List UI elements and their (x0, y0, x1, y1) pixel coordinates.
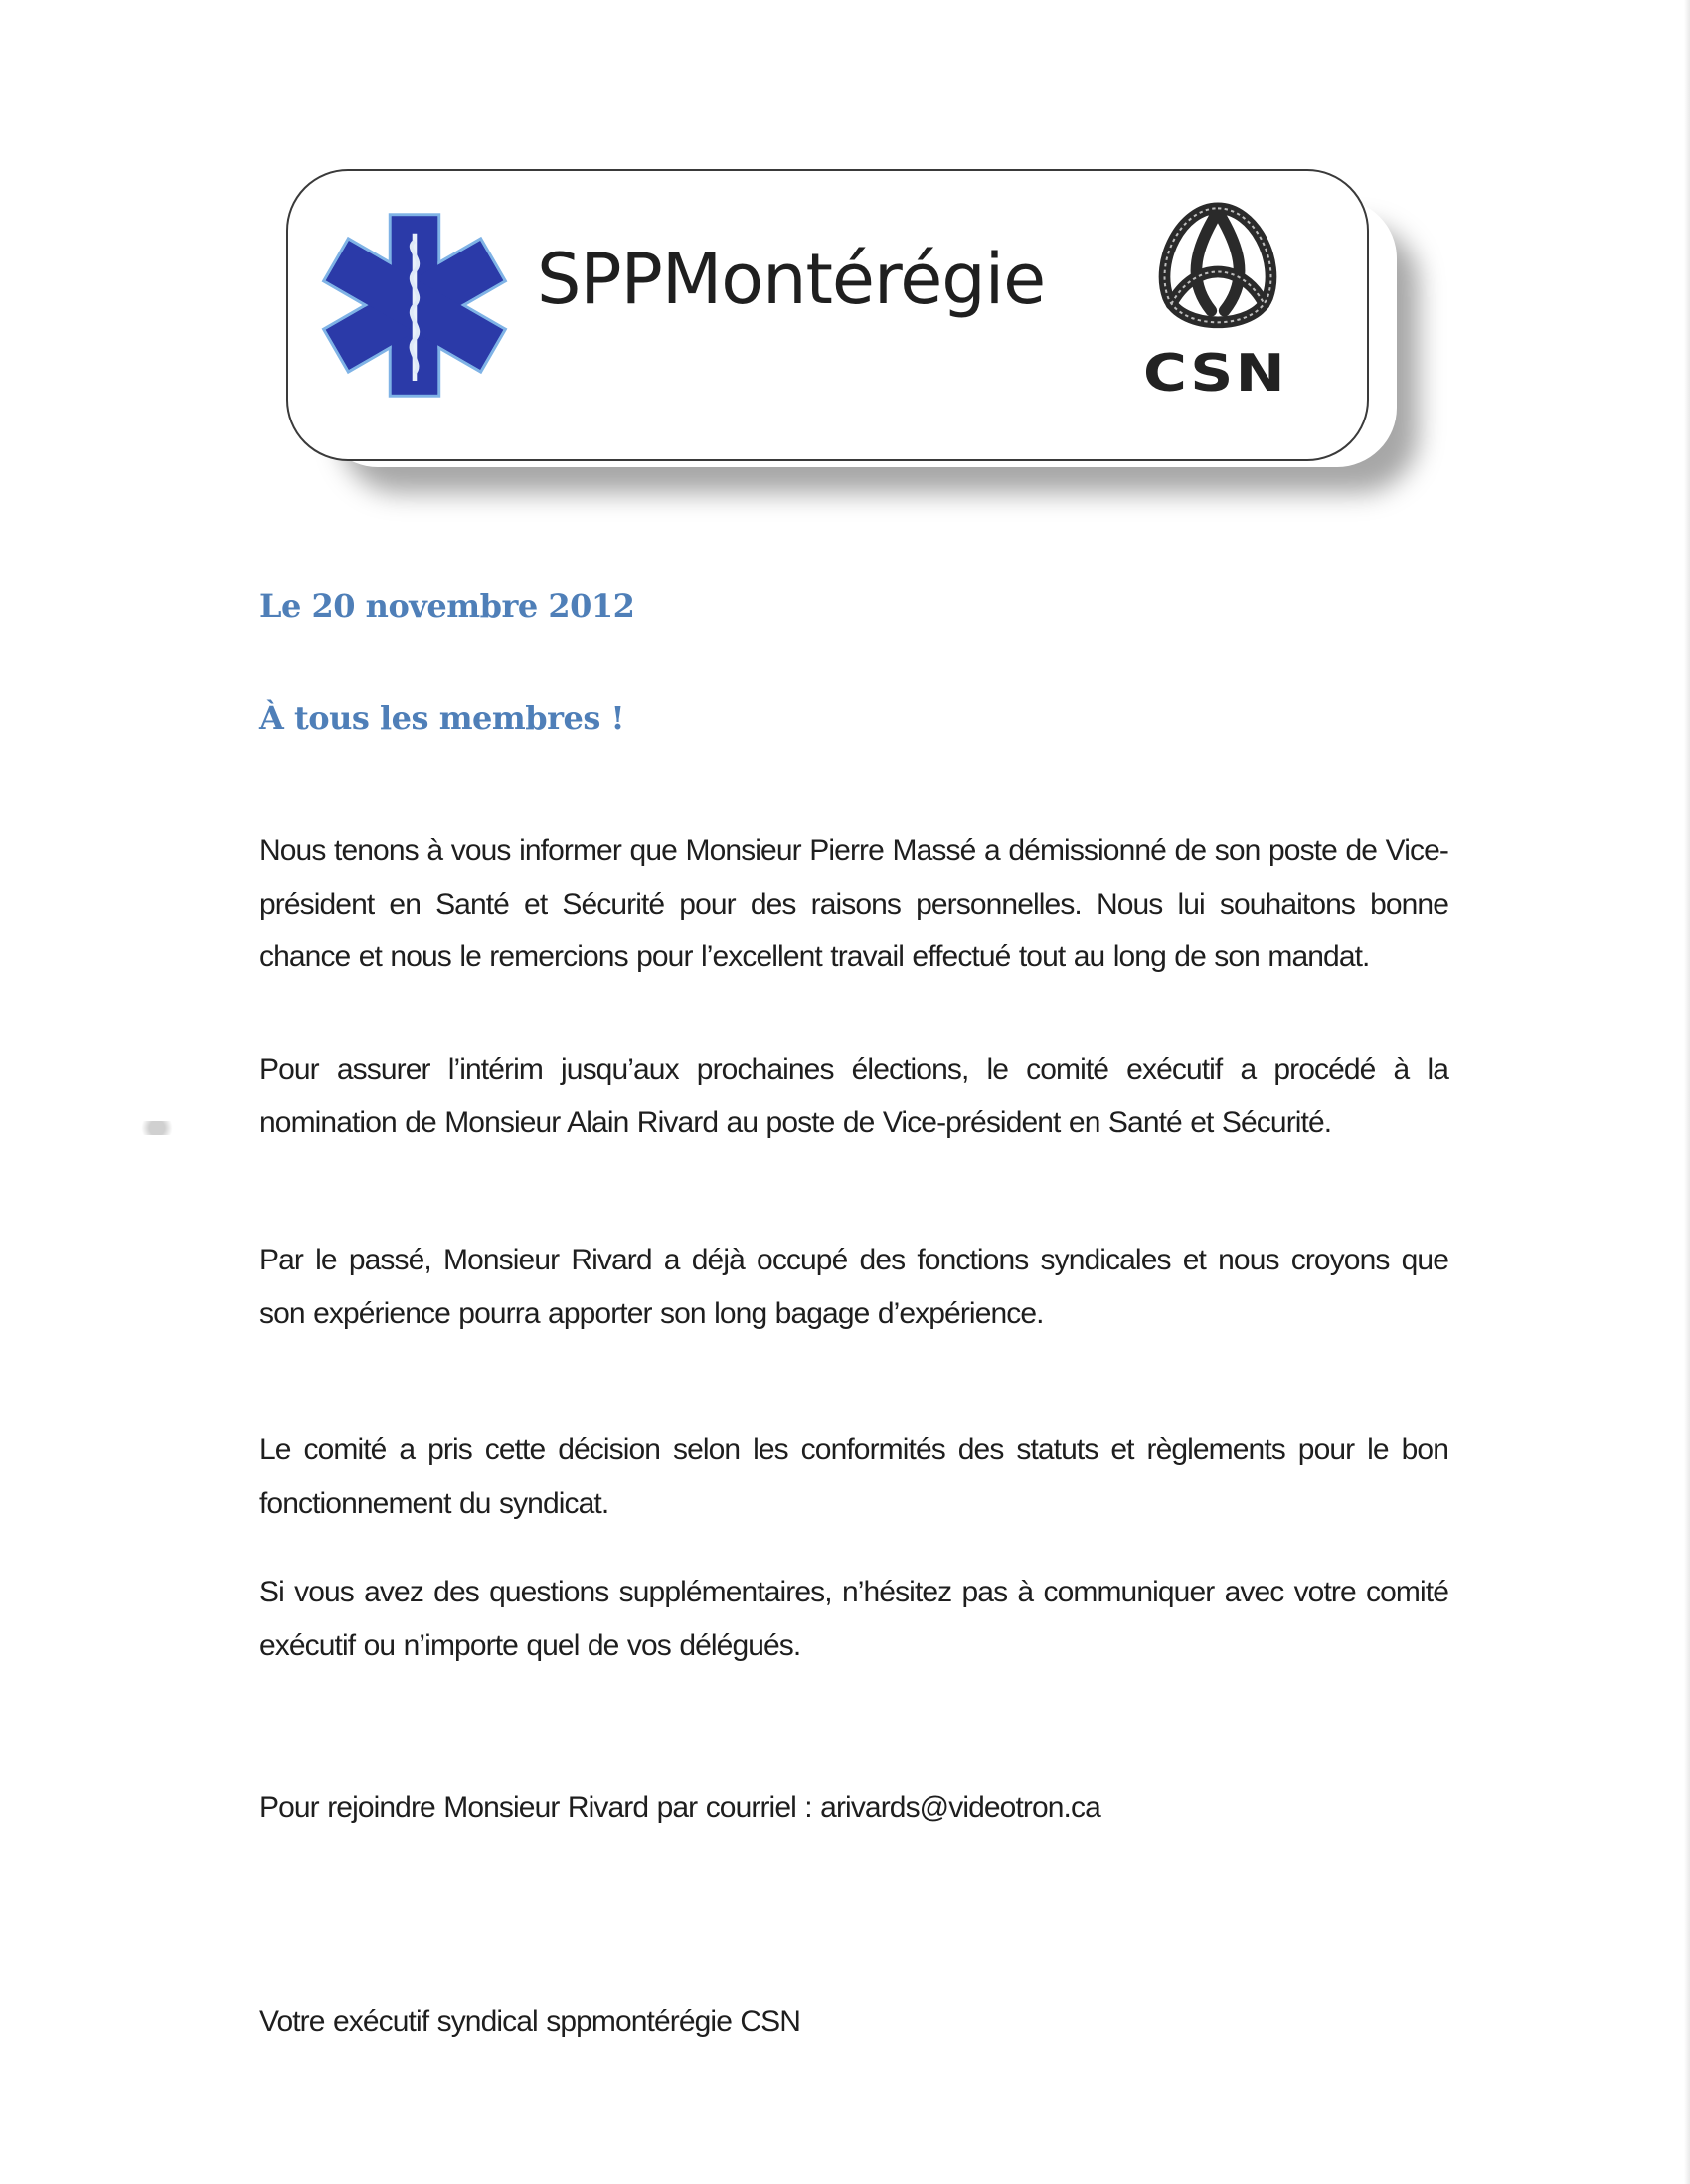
csn-knot-icon (1133, 195, 1302, 344)
letter-salutation: À tous les membres ! (259, 699, 625, 737)
scan-artifact (132, 1121, 182, 1135)
paragraph-experience: Par le passé, Monsieur Rivard a déjà occupé des fonctions syndicales et nous croyons que son expérience pourra apporter son long bagage d’expérience. (259, 1244, 1448, 1330)
letter-date: Le 20 novembre 2012 (259, 588, 635, 625)
paragraph-interim-nomination: Pour assurer l’intérim jusqu’aux prochaines élections, le comité exécutif a procédé à la nomination de Monsieur Alain Rivard au poste de Vice-président en Santé et Sécurité. (259, 1053, 1448, 1139)
paragraph-resignation: Nous tenons à vous informer que Monsieur Pierre Massé a démissionné de son poste de Vice-président en Santé et Sécurité pour des raisons personnelles. Nous lui souhaitons bonne chance et nous le remercions pour l’excellent travail effectué tout au long de son mandat. (259, 834, 1448, 973)
contact-line: Pour rejoindre Monsieur Rivard par courriel : arivards@videotron.ca (259, 1791, 1100, 1824)
signature: Votre exécutif syndical sppmontérégie CSN (259, 2005, 801, 2038)
union-acronym: CSN (1143, 344, 1288, 404)
paragraph-questions: Si vous avez des questions supplémentaires, n’hésitez pas à communiquer avec votre comité exécutif ou n’importe quel de vos délégués. (259, 1576, 1448, 1662)
star-of-life-icon (320, 211, 509, 400)
brand-name: SPPMontérégie (537, 239, 1046, 320)
paragraph-decision: Le comité a pris cette décision selon les conformités des statuts et règlements pour le bon fonctionnement du syndicat. (259, 1433, 1448, 1520)
scan-page-edge (1684, 0, 1690, 2184)
